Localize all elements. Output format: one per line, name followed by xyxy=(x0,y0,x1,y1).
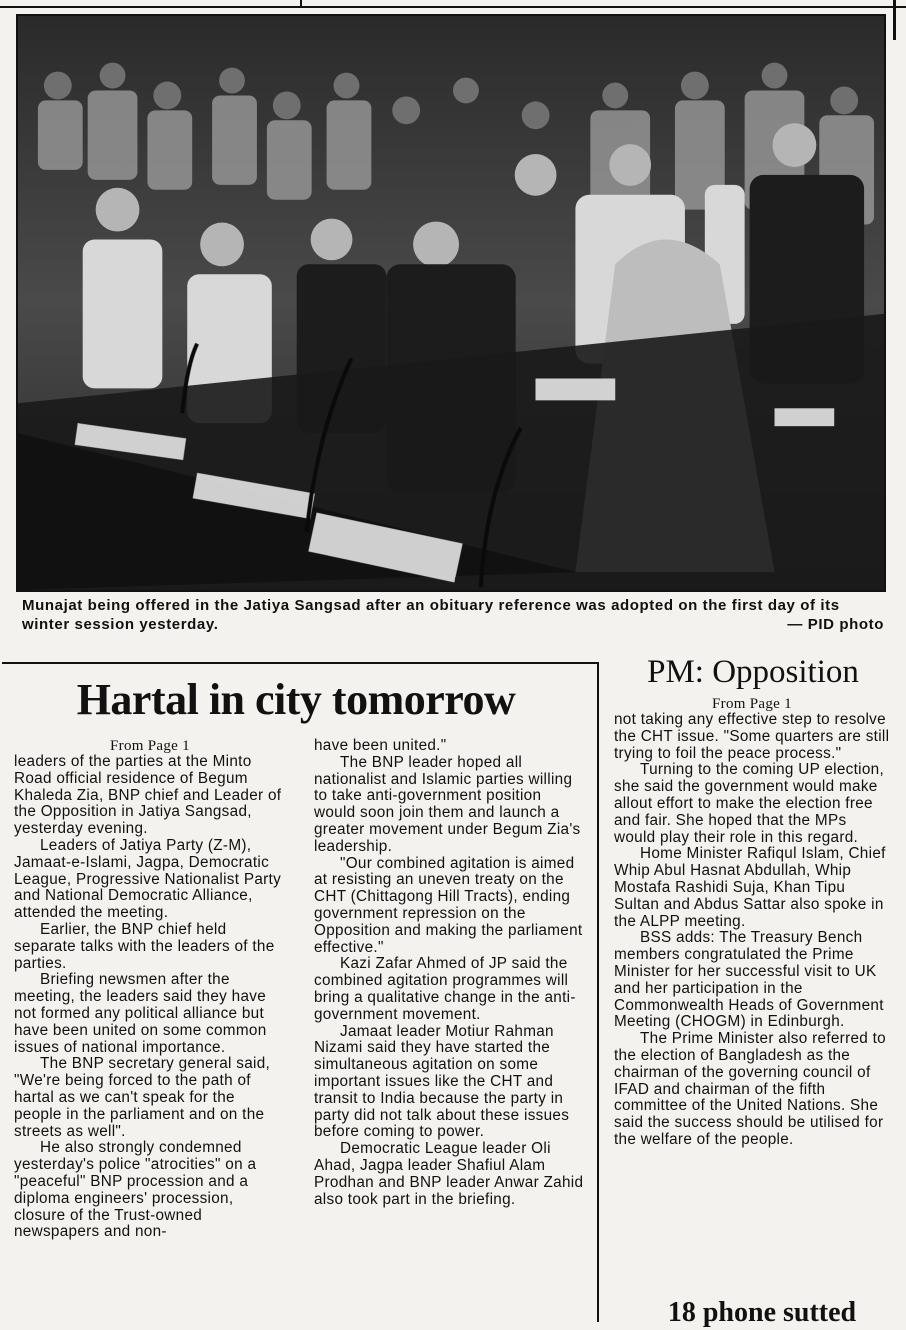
story-column-3 xyxy=(614,696,890,1149)
paragraph: BSS adds: The Treasury Bench members congratulated the Prime Minister for her successful visit to UK and her participation in the Commonwealth Heads of Government Meeting (CHOGM) in Edinburgh. xyxy=(614,929,884,1031)
story-column-2 xyxy=(314,738,586,1208)
paragraph: Turning to the coming UP election, she said the government would make allout effort to make the election free and fair. She hoped that the MPs would play their role in this regard. xyxy=(614,761,885,846)
paragraph: Jamaat leader Motiur Rahman Nizami said they have started the simultaneous agitation on some important issues like the CHT and transit to India because the party in party did not talk about these issues before coming to power. xyxy=(314,1022,570,1141)
paragraph: The BNP leader hoped all nationalist and Islamic parties willing to take anti-government position would soon join them and launch a greater movement under Begum Zia's leadership. xyxy=(314,753,581,855)
news-photo xyxy=(16,14,886,592)
paragraph: Democratic League leader Oli Ahad, Jagpa leader Shafiul Alam Prodhan and BNP leader Anwar Zahid also took part in the briefing. xyxy=(314,1140,584,1208)
paragraph: not taking any effective step to resolve the CHT issue. "Some quarters are still trying to foil the peace process." xyxy=(614,711,890,762)
paragraph: The Prime Minister also referred to the election of Bangladesh as the chairman of the governing council of IFAD and chairman of the fifth committee of the United Nations. She said the success should be utilised for the welfare of the people. xyxy=(614,1030,886,1148)
paragraph: Briefing newsmen after the meeting, the leaders said they have not formed any political alliance but have been united on some common issues of national importance. xyxy=(14,971,267,1056)
top-rule xyxy=(0,0,906,8)
photo-caption-text: Munajat being offered in the Jatiya Sangsad after an obituary reference was adopted on the first day of its winter session yesterday. xyxy=(22,597,840,633)
paragraph: He also strongly condemned yesterday's police "atrocities" on a "peaceful" BNP procession and a diploma engineers' procession, closure of the Trust-owned newspapers and non- xyxy=(14,1139,257,1241)
from-page-label: From Page 1 xyxy=(110,738,190,754)
column-rule xyxy=(893,0,896,40)
paragraph: leaders of the parties at the Minto Road official residence of Begum Khaleda Zia, BNP chief and Leader of the Opposition in Jatiya Sangsad, yesterday evening. xyxy=(14,753,282,838)
story-headline: Hartal in city tomorrow xyxy=(76,675,516,724)
parliament-photo-image xyxy=(18,16,884,590)
paragraph: Kazi Zafar Ahmed of JP said the combined agitation programmes will bring a qualitative change in the anti-government movement. xyxy=(314,955,576,1023)
paragraph: "Our combined agitation is aimed at resisting an uneven treaty on the CHT (Chittagong Hill Tracts), ending government repression on the Opposition and making the parliament effective." xyxy=(314,854,583,956)
paragraph: The BNP secretary general said, "We're being forced to the path of hartal as we can't speak for the people in the parliament and on the streets as well". xyxy=(14,1055,271,1140)
paragraph: Earlier, the BNP chief held separate talks with the leaders of the parties. xyxy=(14,920,275,972)
story-column-1 xyxy=(14,738,286,1241)
paragraph: have been united." xyxy=(314,737,447,754)
paragraph: Leaders of Jatiya Party (Z-M), Jamaat-e-Islami, Jagpa, Democratic League, Progressive Nationalist Party and National Democratic Alliance, attended the meeting. xyxy=(14,836,282,922)
story-headline: PM: Opposition xyxy=(647,654,859,690)
next-story-headline: 18 phone sutted xyxy=(667,1297,857,1328)
paragraph: Home Minister Rafiqul Islam, Chief Whip Abul Hasnat Abdullah, Whip Mostafa Rashidi Suja, Khan Tipu Sultan and Abdus Sattar also spoke in the ALPP meeting. xyxy=(614,845,886,930)
photo-credit: — PID photo xyxy=(787,616,884,633)
photo-caption xyxy=(22,596,884,634)
from-page-label: From Page 1 xyxy=(712,696,792,712)
